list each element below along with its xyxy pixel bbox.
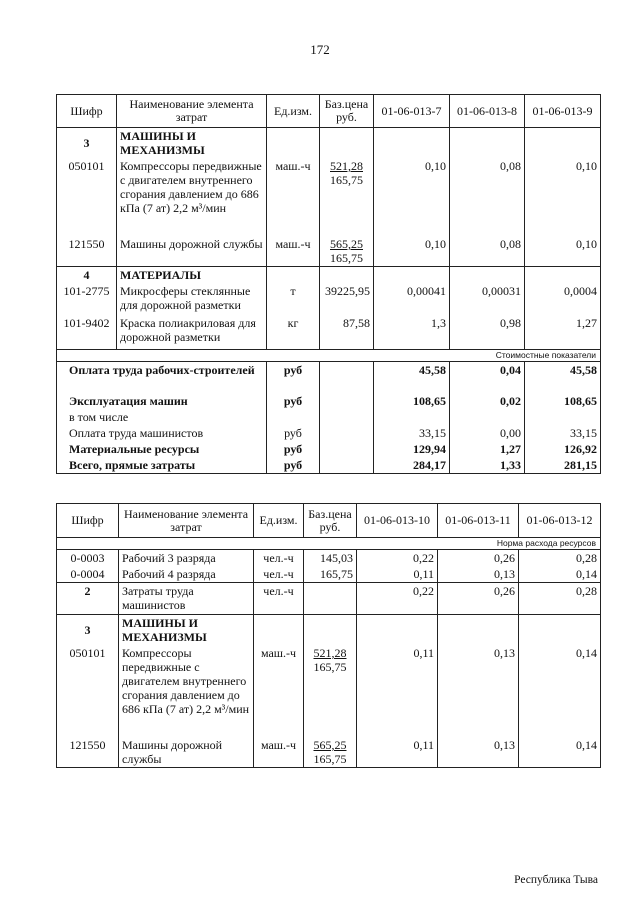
cost-value: 45,58 [374,361,450,393]
resource-price: 521,28 165,75 [320,158,374,236]
resource-name: Компрессоры передвижные с двигателем внутреннего сгорания давлением до 686 кПа (7 ат) 2,2 м³/мин [117,158,267,236]
norm-value: 0,08 [450,236,525,267]
norm-value: 0,26 [438,583,519,615]
section-title: МАШИНЫ И МЕХАНИЗМЫ [119,615,254,646]
norm-value: 0,08 [450,158,525,236]
resource-name: Машины дорожной службы [119,737,254,768]
cost-value: 108,65 [374,393,450,409]
cost-unit: руб [267,457,320,474]
resource-price: 39225,95 [320,283,374,315]
cost-value: 281,15 [525,457,601,474]
resource-name: Компрессоры передвижные с двигателем внутреннего сгорания давлением до 686 кПа (7 ат) 2,2 м³/мин [119,645,254,737]
norms-table-1 [56,94,601,474]
cost-name: Материальные ресурсы [57,441,267,457]
page-number: 172 [310,42,330,57]
section-number: 4 [57,267,117,284]
header-col-8: 01-06-013-8 [450,95,525,128]
norm-value: 0,00031 [450,283,525,315]
header-col-11: 01-06-013-11 [438,504,519,538]
resource-code: 101-9402 [57,315,117,349]
resource-name: Затраты труда машинистов [119,583,254,615]
norm-value: 0,98 [450,315,525,349]
resource-unit: т [267,283,320,315]
header-price: Баз.цена руб. [304,504,357,538]
section-number: 3 [57,128,117,159]
norm-value: 0,14 [519,737,601,768]
norm-value: 0,14 [519,566,601,583]
header-unit: Ед.изм. [267,95,320,128]
footer-region: Республика Тыва [514,874,598,886]
cost-name: Всего, прямые затраты [57,457,267,474]
resource-code: 050101 [57,645,119,737]
resource-price: 565,25 165,75 [320,236,374,267]
norm-value: 0,22 [357,550,438,567]
resource-unit: маш.-ч [254,737,304,768]
cost-value: 126,92 [525,441,601,457]
resource-price: 165,75 [304,566,357,583]
section-title: МАШИНЫ И МЕХАНИЗМЫ [117,128,267,159]
norm-value: 0,22 [357,583,438,615]
resource-price: 565,25 165,75 [304,737,357,768]
header-code: Шифр [57,95,117,128]
cost-value: 129,94 [374,441,450,457]
section-number: 3 [57,615,119,646]
cost-unit: руб [267,361,320,393]
resource-unit: чел.-ч [254,566,304,583]
norm-value: 0,11 [357,737,438,768]
norm-value: 0,13 [438,737,519,768]
cost-value: 33,15 [374,425,450,441]
cost-unit: руб [267,425,320,441]
resource-code: 101-2775 [57,283,117,315]
resource-name: Машины дорожной службы [117,236,267,267]
norm-value: 0,13 [438,645,519,737]
resource-name: Краска полиакриловая для дорожной разметки [117,315,267,349]
header-col-12: 01-06-013-12 [519,504,601,538]
norm-value: 0,00041 [374,283,450,315]
norm-value: 1,3 [374,315,450,349]
header-code: Шифр [57,504,119,538]
cost-value: 45,58 [525,361,601,393]
resource-code: 0-0004 [57,566,119,583]
cost-value: 1,33 [450,457,525,474]
norm-value: 0,11 [357,566,438,583]
cost-value: 0,00 [450,425,525,441]
resource-code: 0-0003 [57,550,119,567]
header-unit: Ед.изм. [254,504,304,538]
norm-value: 0,10 [374,236,450,267]
resource-unit: чел.-ч [254,550,304,567]
resource-unit: маш.-ч [254,645,304,737]
resource-name: Рабочий 4 разряда [119,566,254,583]
norm-value: 0,10 [525,158,601,236]
resource-price: 521,28 165,75 [304,645,357,737]
cost-name: в том числе [57,409,267,425]
cost-value: 0,02 [450,393,525,409]
norm-value: 0,14 [519,645,601,737]
cost-value: 33,15 [525,425,601,441]
norm-value: 0,10 [525,236,601,267]
norm-value: 0,13 [438,566,519,583]
cost-unit: руб [267,393,320,409]
resource-price: 145,03 [304,550,357,567]
norm-label: Норма расхода ресурсов [57,538,601,550]
cost-unit: руб [267,441,320,457]
header-col-9: 01-06-013-9 [525,95,601,128]
resource-name: Рабочий 3 разряда [119,550,254,567]
header-price: Баз.цена руб. [320,95,374,128]
resource-name: Микросферы стеклянные для дорожной разметки [117,283,267,315]
resource-unit: чел.-ч [254,583,304,615]
norm-value: 0,11 [357,645,438,737]
cost-name: Оплата труда рабочих-строителей [57,361,267,393]
cost-value: 108,65 [525,393,601,409]
section-number: 2 [57,583,119,615]
norm-value: 0,28 [519,583,601,615]
resource-code: 121550 [57,737,119,768]
norm-value: 0,0004 [525,283,601,315]
header-name: Наименование элемента затрат [119,504,254,538]
cost-name: Эксплуатация машин [57,393,267,409]
cost-name: Оплата труда машинистов [57,425,267,441]
header-name: Наименование элемента затрат [117,95,267,128]
header-col-7: 01-06-013-7 [374,95,450,128]
norm-value: 0,28 [519,550,601,567]
norm-value: 0,26 [438,550,519,567]
resource-unit: кг [267,315,320,349]
cost-indicators-label: Стоимостные показатели [57,349,601,361]
resource-code: 121550 [57,236,117,267]
resource-code: 050101 [57,158,117,236]
section-title: МАТЕРИАЛЫ [117,267,267,284]
norm-value: 0,10 [374,158,450,236]
header-col-10: 01-06-013-10 [357,504,438,538]
cost-value: 1,27 [450,441,525,457]
resource-unit: маш.-ч [267,158,320,236]
resource-unit: маш.-ч [267,236,320,267]
resource-price: 87,58 [320,315,374,349]
cost-value: 0,04 [450,361,525,393]
norms-table-2 [56,503,601,768]
norm-value: 1,27 [525,315,601,349]
cost-value: 284,17 [374,457,450,474]
